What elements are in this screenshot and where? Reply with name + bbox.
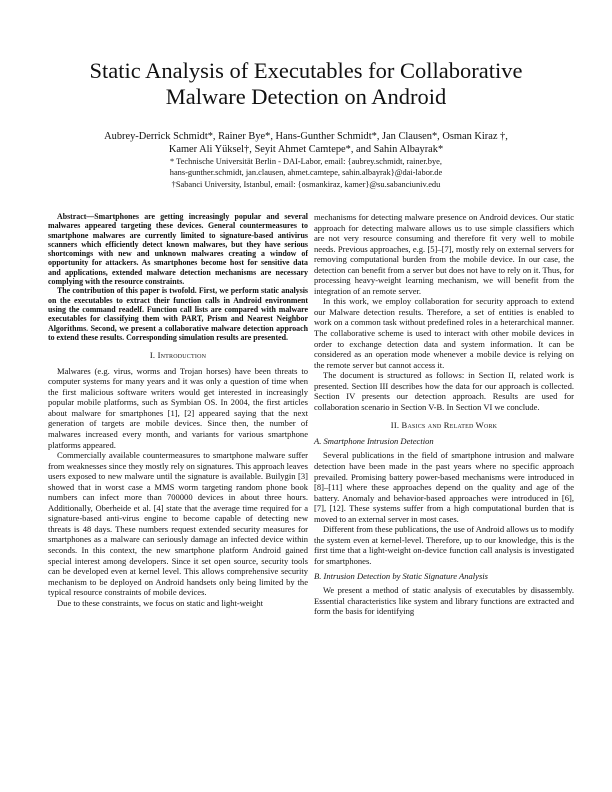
affiliation-line-2: hans-gunther.schmidt, jan.clausen, ahmet.camtepe, sahin.albayrak}@dai-labor.de [169, 168, 443, 178]
left-column [48, 212, 308, 608]
intro-paragraph-6: The document is structured as follows: in Section II, related work is presented. Section III describes how the data for our approach is collected. Section IV presents our detection approach. Results are used for collaboration scenario in Section V-B. In Section VI we conclude. [314, 370, 574, 412]
affiliation-line-1: * Technische Universität Berlin - DAI-Labor, email: {aubrey.schmidt, rainer.bye, [170, 157, 442, 166]
related-paragraph-2: Different from these publications, the use of Android allows us to modify the system even at kernel-level. Therefore, up to our knowledge, this is the first time that a light-weight on-device function call analysis is investigated for smartphones. [314, 524, 574, 566]
abstract-paragraph-1: Abstract—Smartphones are getting increasingly popular and several malwares appeared targeting these devices. General countermeasures to smartphone malwares are currently limited to signature-based antivirus scanners which efficiently detect known malwares, but they have serious shortcomings with new and unknown malwares creating a window of opportunity for attackers. As smartphones become host for sensitive data and applications, extended malware detection mechanisms are necessary complying with the resource constraints. [48, 212, 308, 287]
affiliations [40, 156, 572, 190]
subsection-heading-smartphone-ids: A. Smartphone Intrusion Detection [314, 435, 434, 446]
intro-paragraph-5: In this work, we employ collaboration for security approach to extend our Malware detection results. Therefore, a set of entities is enabled to work on a common task without predefined roles in a heterarchical manner. The collaborative scheme is used to interact with other mobile devices in order to exchange detection data and system information. It can be considered as an operation mode whenever a mobile device is relying on the remote server but cannot access it. [314, 296, 574, 370]
intro-paragraph-3: Due to these constraints, we focus on static and light-weight [57, 597, 264, 608]
right-column [314, 212, 574, 617]
intro-paragraph-4: mechanisms for detecting malware presence on Android devices. Our static approach for detecting malware allows us to use simple classifiers which are not very resource consuming and therefore fit very well to mobile needs. Previous approaches, e.g. [5]–[7], mostly rely on external servers for removing computational burden from the mobile device. In our case, the detection can benefit from a server but does not have to rely on it. Thus, for processing heavy-weight learning mechanism, we will benefit from the integration of an remote server. [314, 212, 574, 296]
affiliation-line-3: †Sabanci University, Istanbul, email: {osmankiraz, kamer}@su.sabanciuniv.edu [171, 179, 441, 189]
title-line-2: Malware Detection on Android [165, 84, 447, 109]
authors-line-2: Kamer Ali Yüksel†, Seyit Ahmet Camtepe*, and Sahin Albayrak* [168, 144, 444, 156]
author-list [40, 130, 572, 156]
subsection-heading-static-analysis: B. Intrusion Detection by Static Signature Analysis [314, 570, 489, 581]
intro-paragraph-1: Malwares (e.g. virus, worms and Trojan horses) have been threats to computer systems for many years and it was only a question of time when the first malicious software writers would get interested in increasingly popular mobile platforms, such as Symbian OS. In 2004, the first articles about malware for smartphones [1], [2] appeared saying that the next generation of targets are mobile devices. Since then, the number of malwares increased every month, and variants for various smartphone platforms appeared. [48, 365, 308, 450]
section-heading-related-work: II. Basics and Related Work [390, 420, 498, 431]
title-line-1: Static Analysis of Executables for Collaborative [89, 58, 523, 83]
related-paragraph-1: Several publications in the field of smartphone intrusion and malware detection have been made in the past years where no specific approach prevailed. Promising battery power-based mechanisms were introduced in [8]–[11] where these approaches depend on the quality and age of the battery. Anomaly and behavior-based approaches were introduced in [6], [7], [12]. These systems suffer from a high computational burden that is moved to an external server in most cases. [314, 450, 574, 524]
authors-line-1: Aubrey-Derrick Schmidt*, Rainer Bye*, Hans-Gunther Schmidt*, Jan Clausen*, Osman Kiraz †, [104, 131, 508, 142]
intro-paragraph-2: Commercially available countermeasures to smartphone malware suffer from weaknesses since they mostly rely on signatures. This approach leaves users exposed to new malware until the signature is available. Builygin [3] showed that in worst case a MMS worm targeting random phone book numbers can infect more than 700000 devices in about three hours. Additionally, Oberheide et al. [4] state that the average time required for a signature-based anti-virus engine to become capable of detecting new threats is 48 days. These numbers request extended security measures for smartphones as a malware can seriously damage an infected device within seconds. In this context, the new smartphone platform Android gained special interest among developers. Since it set open source, security tools can be developed even at kernel level. This allows comprehensive security mechanism to be deployed on Android handsets only being limited by the typical resource constraints of mobile devices. [48, 450, 308, 598]
paper-title [40, 58, 572, 110]
section-heading-introduction: I. Introduction [149, 350, 207, 361]
abstract-paragraph-2: The contribution of this paper is twofold. First, we perform static analysis on the executables to extract their function calls in Android environment using the command readelf. Function call lists are compared with malware executables for classifying them with PART, Prism and Nearest Neighbor Algorithms. Second, we present a collaborative malware detection approach to extend these results. Corresponding simulation results are presented. [48, 286, 308, 342]
related-paragraph-3: We present a method of static analysis of executables by disassembly. Essential characteristics like system and library functions are extracted and form the basis for identifying [314, 585, 574, 617]
